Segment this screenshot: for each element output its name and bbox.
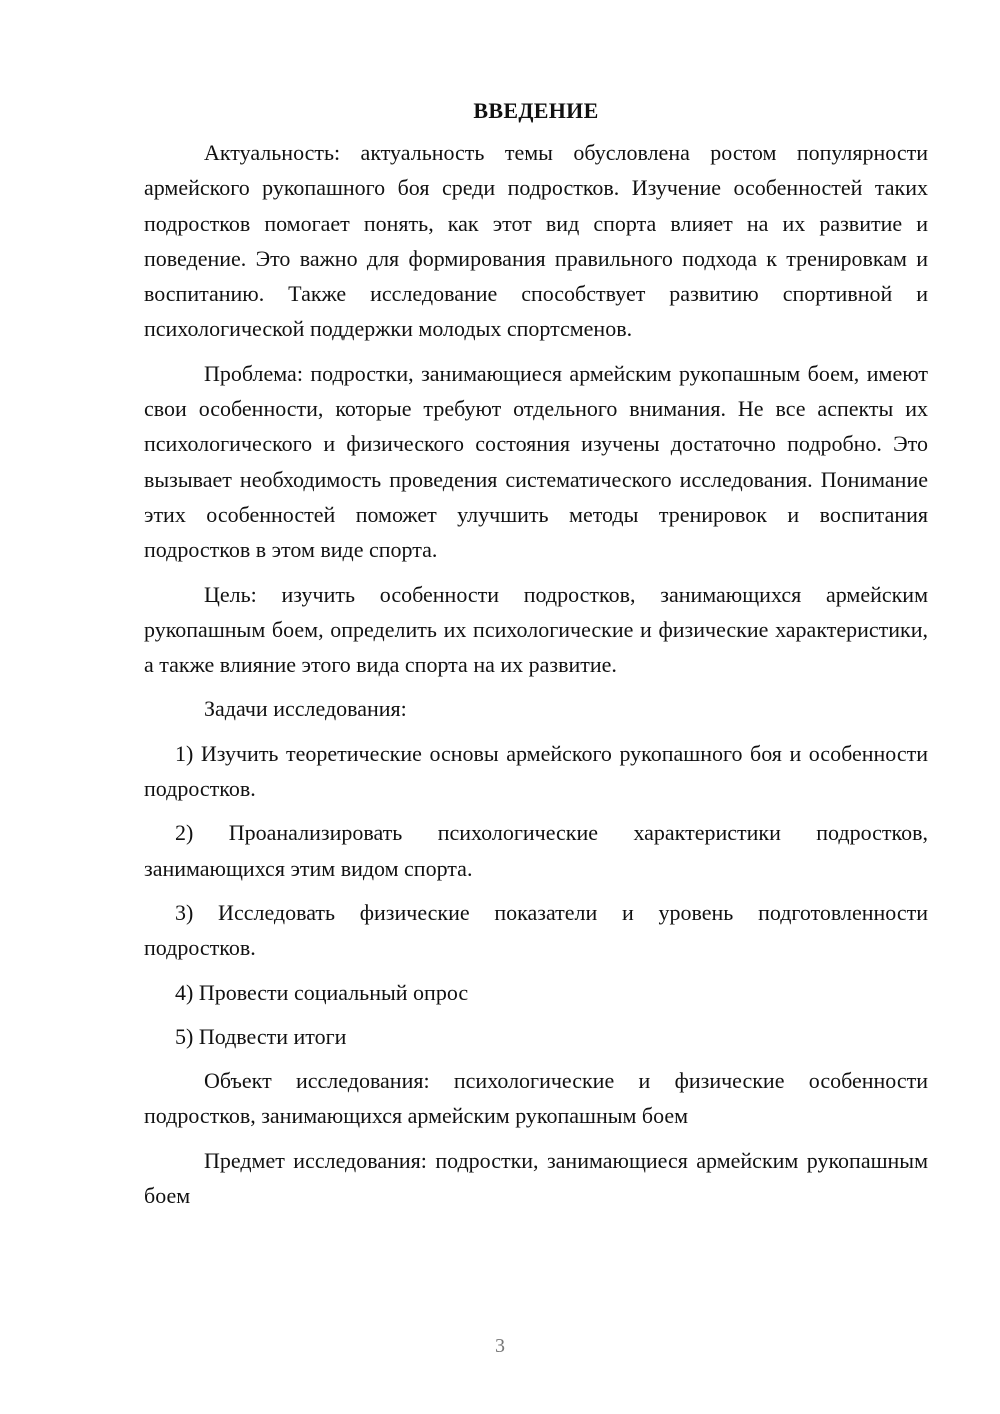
object-paragraph: Объект исследования: психологические и физические особенности подростков, занимающихся армейским рукопашным боем xyxy=(144,1068,928,1129)
task-item-4: 4) Провести социальный опрос xyxy=(175,979,469,1005)
goal-paragraph: Цель: изучить особенности подростков, занимающихся армейским рукопашным боем, определить их психологические и физические характеристики, а также влияние этого вида спорта на их развитие. xyxy=(144,581,928,678)
subject-paragraph: Предмет исследования: подростки, занимающиеся армейским рукопашным боем xyxy=(144,1147,928,1209)
task-item-3: 3) Исследовать физические показатели и уровень подготовленности подростков. xyxy=(144,899,928,961)
relevance-paragraph: Актуальность: актуальность темы обусловлена ростом популярности армейского рукопашного боя среди подростков. Изучение особенностей таких подростков помогает понять, как этот вид спорта влияет на их развитие и поведение. Это важно для формирования правильного подхода к тренировкам и воспитанию. Также исследование способствует развитию спортивной и психологической поддержки молодых спортсменов. xyxy=(144,140,928,342)
tasks-title: Задачи исследования: xyxy=(204,696,407,722)
problem-paragraph: Проблема: подростки, занимающиеся армейским рукопашным боем, имеют свои особенности, которые требуют отдельного внимания. Не все аспекты их психологического и физического состояния изучены достаточно подробно. Это вызывает необходимость проведения систематического исследования. Понимание этих особенностей поможет улучшить методы тренировок и воспитания подростков в этом виде спорта. xyxy=(144,360,928,563)
task-item-2: 2) Проанализировать психологические характеристики подростков, занимающихся этим видом спорта. xyxy=(144,820,928,881)
page-content xyxy=(144,93,928,1222)
page-number: 3 xyxy=(495,1335,505,1357)
section-heading: ВВЕДЕНИЕ xyxy=(473,98,599,123)
task-item-5: 5) Подвести итоги xyxy=(175,1023,347,1049)
task-item-1: 1) Изучить теоретические основы армейского рукопашного боя и особенности подростков. xyxy=(144,740,928,802)
